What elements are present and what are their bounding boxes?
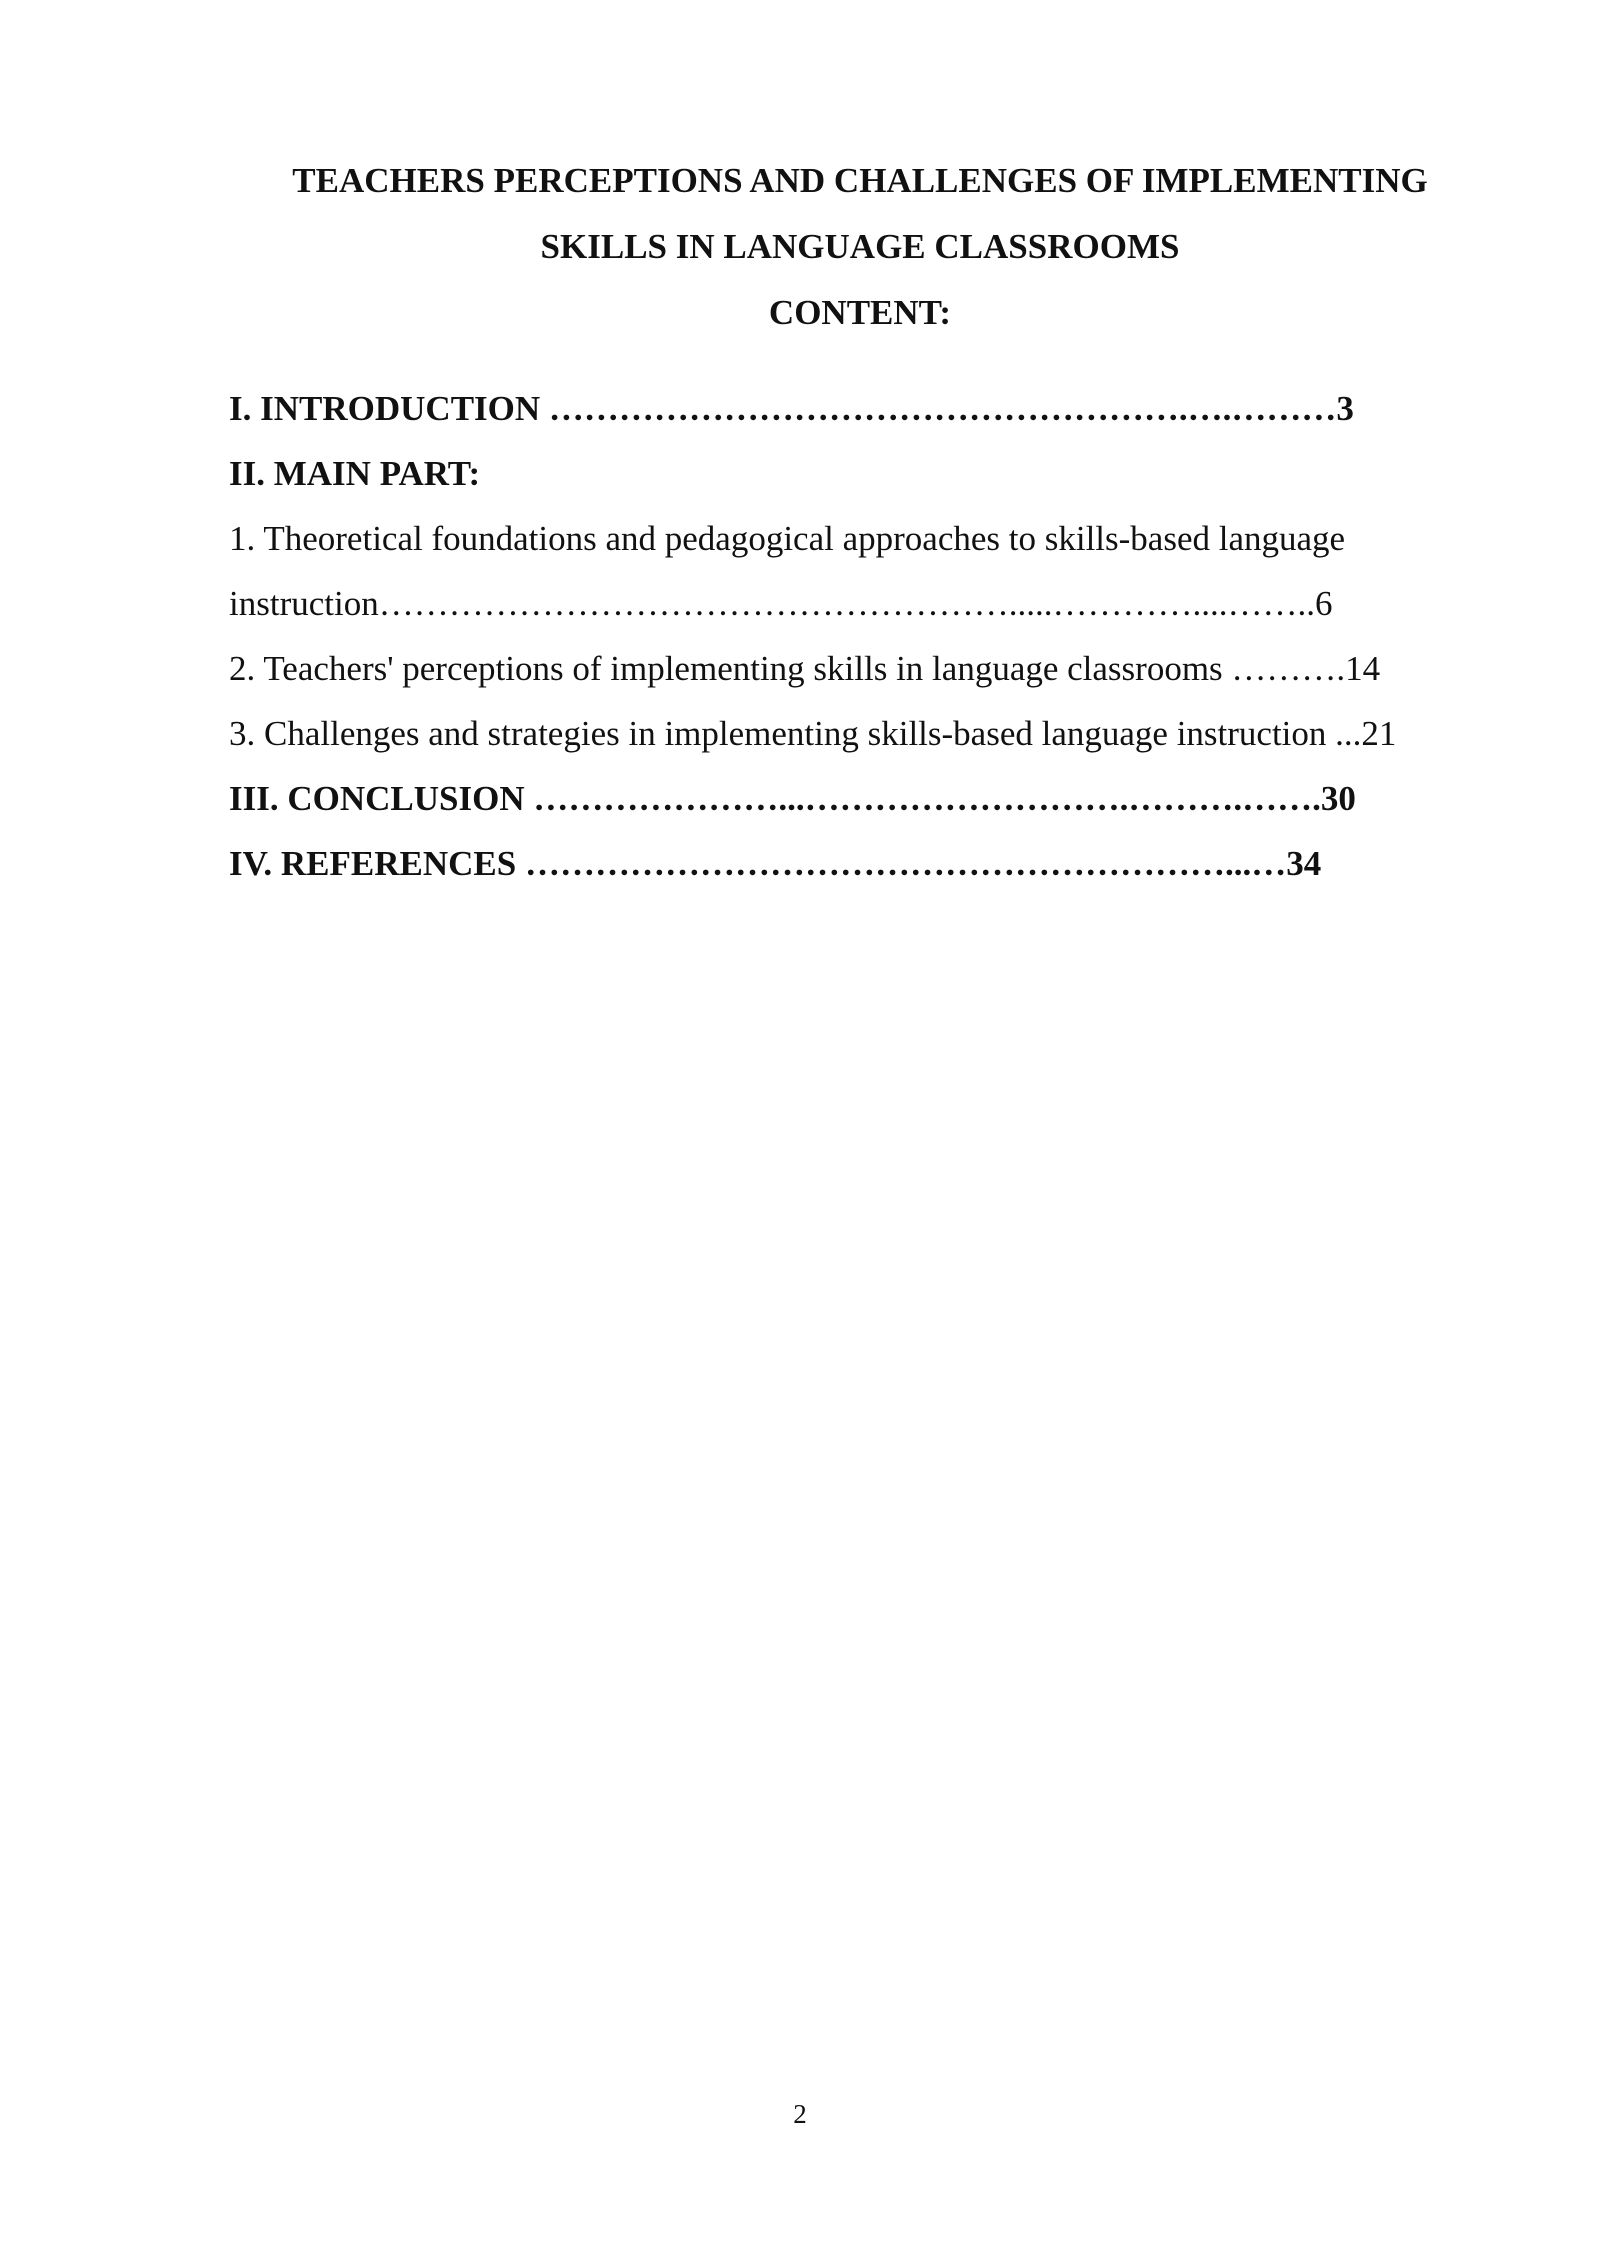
toc-item-3: 3. Challenges and strategies in implementing skills-based language instruction ...21 [229, 714, 1397, 753]
table-of-contents [229, 376, 1529, 896]
toc-item-2: 2. Teachers' perceptions of implementing skills in language classrooms ……….14 [229, 649, 1381, 688]
title-block [160, 148, 1560, 346]
document-title-line-1: TEACHERS PERCEPTIONS AND CHALLENGES OF IMPLEMENTING [292, 161, 1428, 200]
toc-references: IV. REFERENCES ……………………………………………………...…34 [229, 844, 1322, 883]
toc-main-part: II. MAIN PART: [229, 454, 481, 493]
toc-conclusion: III. CONCLUSION …………………...……………………….……….…….30 [229, 779, 1356, 818]
toc-introduction: I. INTRODUCTION ……………………………………………….….………3 [229, 389, 1354, 428]
toc-item-1-line-1: 1. Theoretical foundations and pedagogical approaches to skills-based language [229, 519, 1346, 558]
page-number: 2 [793, 2099, 807, 2129]
toc-item-1-line-2: instruction……………………………………………….....…………....……..6 [229, 584, 1333, 623]
document-title-line-2: SKILLS IN LANGUAGE CLASSROOMS [540, 227, 1180, 266]
content-heading: CONTENT: [768, 293, 952, 332]
